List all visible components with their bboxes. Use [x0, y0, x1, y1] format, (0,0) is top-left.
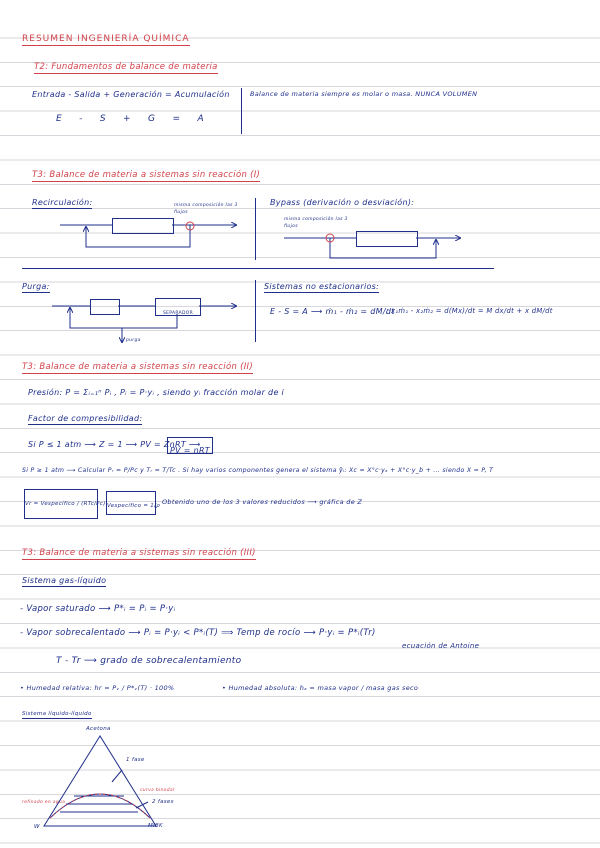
purga-label: Purga: [22, 282, 50, 291]
t3c-heading: T3: Balance de materia a sistemas sin reacción (III) [22, 548, 256, 558]
presion-line: Presión: P = Σᵢ₌₁ⁿ Pᵢ , Pᵢ = P·yᵢ , siendo yᵢ fracción molar de i [28, 388, 285, 397]
separador-label: SEPARADOR [162, 311, 194, 316]
vesp-formula: Vespecífico = 1/ρ [107, 503, 161, 509]
sistema-liquido-liquido: Sistema líquido-líquido [22, 711, 92, 717]
t3a-heading: T3: Balance de materia a sistemas sin reacción (I) [32, 170, 261, 180]
vr-formula: Vr = Vespecífico / (RTc/Pc) [25, 501, 106, 507]
ecuacion-antoine: ecuación de Antoine [402, 642, 480, 650]
ternary-label-acetona: Acetona [86, 726, 111, 732]
no-estacionarios-eq2: ; x₁ṁ₁ - x₂ṁ₂ = d(Mx)/dt = M dx/dt + x dM/dt [386, 307, 553, 315]
ternary-label-w: W [34, 824, 40, 830]
page-title: RESUMEN INGENIERÍA QUÍMICA [22, 34, 190, 44]
ternary-label-una-fase: 1 fase [126, 757, 145, 763]
humedad-relativa: • Humedad relativa: hr = Pᵥ / P*ᵥ(T) · 100% [20, 684, 175, 692]
t3b-heading: T3: Balance de materia a sistemas sin reacción (II) [22, 362, 253, 372]
ternary-label-rotulado: curva binodal [140, 788, 175, 793]
humedad-absoluta: • Humedad absoluta: hₐ = masa vapor / masa gas seco [222, 684, 419, 692]
purga-loop [70, 308, 177, 328]
recirculacion-loop [86, 225, 190, 247]
bypass-loop [330, 238, 436, 258]
bypass-note: misma composición las 3 flujos [284, 217, 348, 229]
bypass-label: Bypass (derivación o desviación): [270, 198, 415, 207]
t2-equation-letters: E - S + G = A [56, 114, 204, 124]
t2-note: Balance de materia siempre es molar o masa. NUNCA VOLUMEN [250, 90, 478, 98]
ternary-binodal-curve [50, 794, 150, 818]
recirculacion-note: misma composición las 3 flujos [174, 203, 238, 215]
t2-equation-words: Entrada - Salida + Generación = Acumulación [32, 90, 230, 99]
no-estacionarios-eq1: E - S = A ⟶ ṁ₁ - ṁ₂ = dM/dt [270, 307, 395, 316]
purga-arrow-label: purga [126, 338, 141, 343]
factor-compresibilidad-heading: Factor de compresibilidad: [28, 414, 143, 423]
recirculacion-label: Recirculación: [32, 198, 93, 207]
vapor-sobrecalentado: - Vapor sobrecalentado ⟶ Pᵢ = P·yᵢ < P*ᵢ(T) ⟹ Temp de rocío ⟶ P·yᵢ = P*ᵢ(Tr) [20, 628, 376, 638]
vapor-saturado: - Vapor saturado ⟶ P*ᵢ = Pᵢ = P·yᵢ [20, 604, 176, 614]
compresibilidad-line2: Si P ≥ 1 atm ⟶ Calcular Pᵣ = P/Pc y Tᵣ = T/Tc . Si hay varios componentes genera el sistema ỹᵢ: Xc = X°c·yₐ + X°c·y_b + ... siendo X = P, T [22, 467, 494, 474]
ideal-gas-formula: PV = nRT [169, 446, 210, 455]
no-estacionarios-label: Sistemas no estacionarios: [264, 282, 380, 291]
ternary-label-dos-fases: 2 fases [152, 799, 174, 805]
grado-sobrecalentamiento: T - Tr ⟶ grado de sobrecalentamiento [56, 656, 242, 666]
compresibilidad-line3: Obtenido uno de los 3 valores reducidos ⟶ gráfica de Z [162, 498, 363, 506]
ternary-label-mibk: MIBK [148, 823, 163, 829]
sistema-gas-liquido: Sistema gas-líquido [22, 576, 107, 585]
ternary-label-refinado: refinado en agua [22, 800, 66, 805]
t2-heading: T2: Fundamentos de balance de materia [34, 62, 218, 72]
compresibilidad-line1: Si P ≤ 1 atm ⟶ Z = 1 ⟶ PV = ZnRT ⟶ [28, 440, 201, 449]
